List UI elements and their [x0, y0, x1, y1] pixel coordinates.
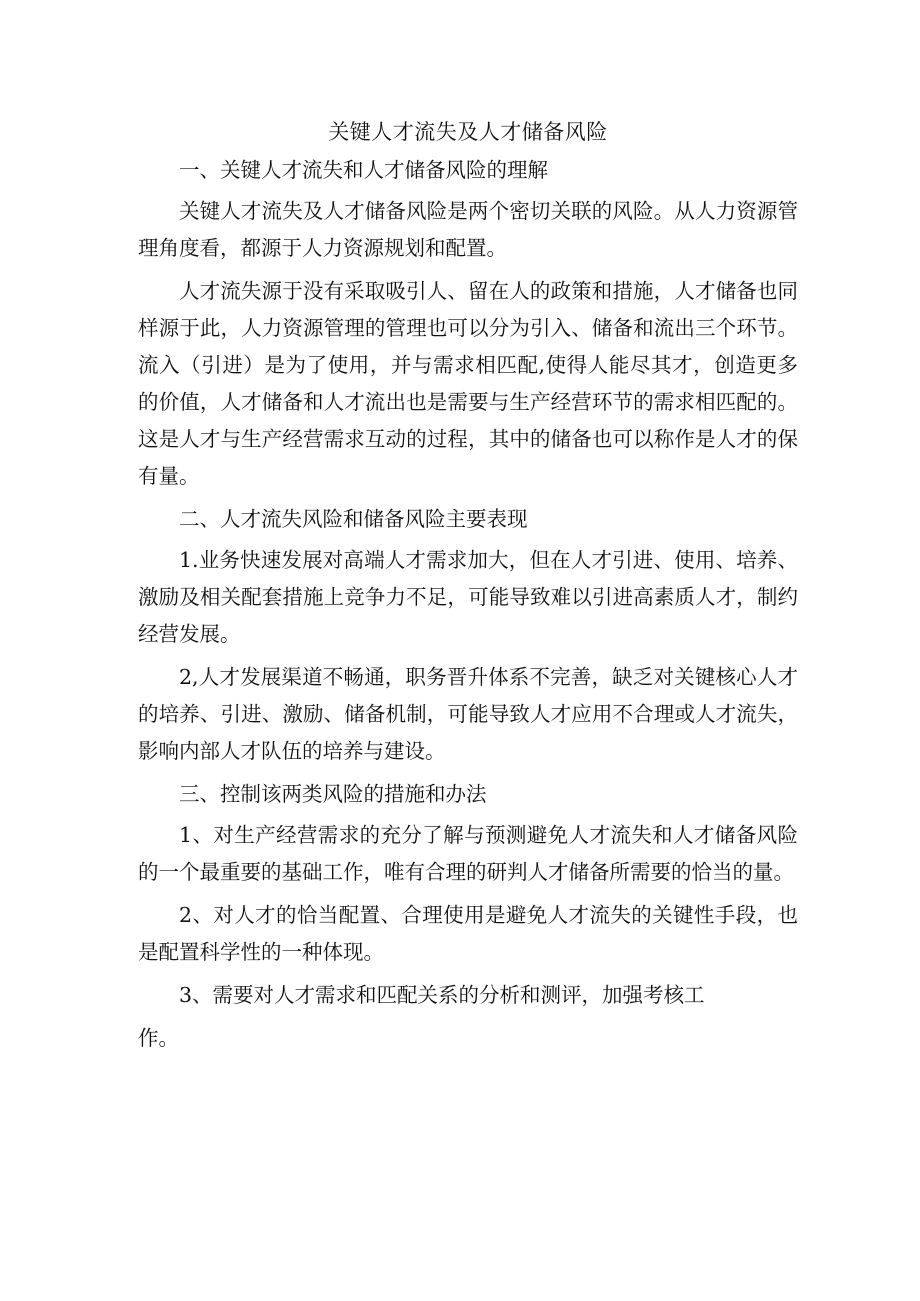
section-2-item-1: 1.业务快速发展对高端人才需求加大，但在人才引进、使用、培养、激励及相关配套措施上竞争力不足，可能导致难以引进高素质人才，制约经营发展。 [138, 548, 798, 646]
section-2-heading: 二、人才流失风险和储备风险主要表现 [179, 507, 528, 531]
section-3-item-2: 2、对人才的恰当配置、合理使用是避免人才流失的关键性手段，也是配置科学性的一种体现。 [138, 903, 798, 964]
section-3-item-3-line-1: 3、需要对人才需求和匹配关系的分析和测评，加强考核工 [179, 983, 705, 1007]
section-3-item-3-line-2: 作。 [138, 1026, 179, 1050]
section-2-item-2: 2,人才发展渠道不畅通，职务晋升体系不完善，缺乏对关键核心人才的培养、引进、激励、储备机制，可能导致人才应用不合理或人才流失，影响内部人才队伍的培养与建设。 [138, 665, 798, 763]
section-3-item-1: 1、对生产经营需求的充分了解与预测避免人才流失和人才储备风险的一个最重要的基础工作，唯有合理的研判人才储备所需要的恰当的量。 [138, 823, 798, 884]
section-1-paragraph-2: 人才流失源于没有采取吸引人、留在人的政策和措施，人才储备也同样源于此，人力资源管理的管理也可以分为引入、储备和流出三个环节。流入（引进）是为了使用，并与需求相匹配,使得人能尽其才，创造更多的价值，人才储备和人才流出也是需要与生产经营环节的需求相匹配的。这是人才与生产经营需求互动的过程，其中的储备也可以称作是人才的保有量。 [138, 279, 798, 488]
document-body [138, 114, 798, 1063]
section-1-heading: 一、关键人才流失和人才储备风险的理解 [179, 158, 548, 182]
section-3-heading: 三、控制该两类风险的措施和办法 [179, 782, 487, 806]
section-1-paragraph-1: 关键人才流失及人才储备风险是两个密切关联的风险。从人力资源管理角度看，都源于人力资源规划和配置。 [138, 199, 798, 260]
document-title: 关键人才流失及人才储备风险 [328, 120, 608, 144]
